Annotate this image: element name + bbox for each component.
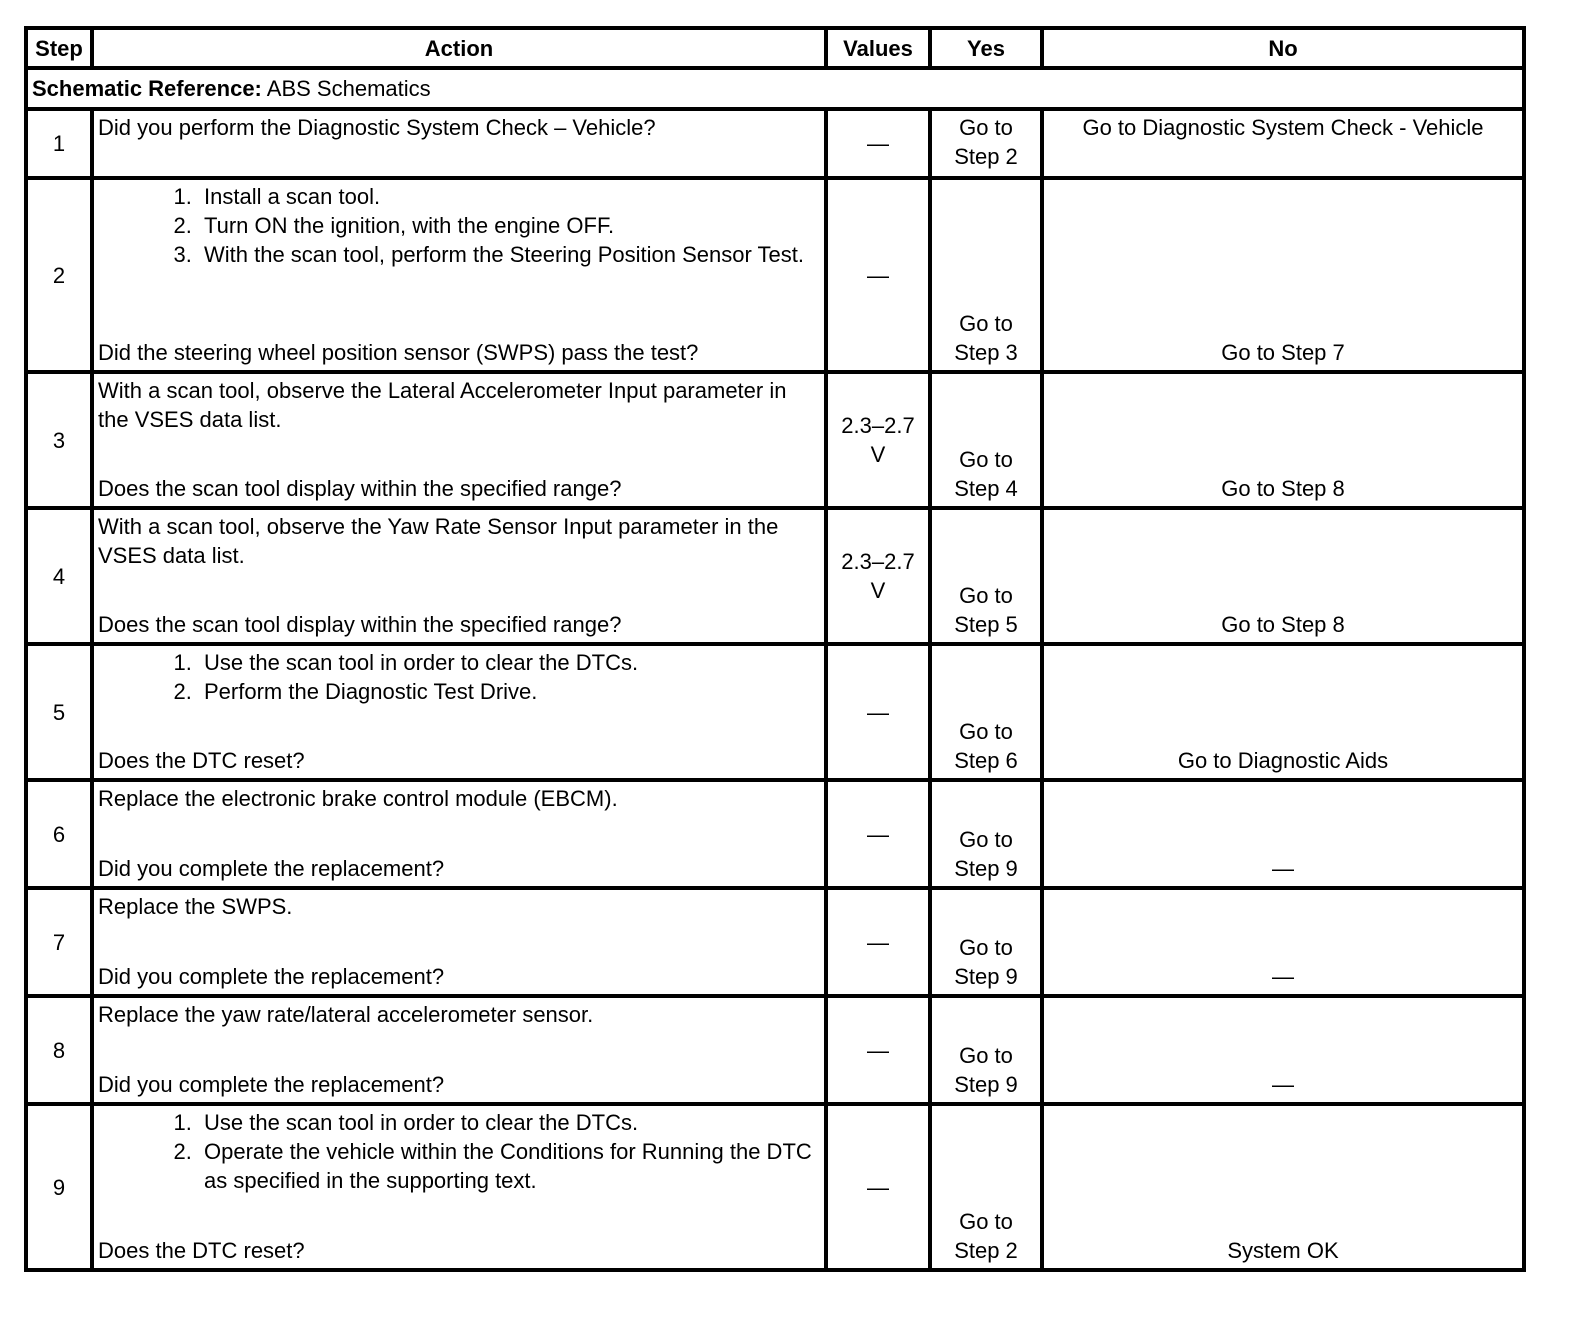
yes-link[interactable]: Go to Step 4: [930, 372, 1042, 508]
action-question: Did you complete the replacement?: [98, 856, 445, 881]
action-question: Does the DTC reset?: [98, 1238, 305, 1263]
step-number: 5: [26, 644, 92, 780]
action-cell: [92, 1104, 826, 1270]
step-number: 1: [26, 109, 92, 178]
action-cell: [92, 644, 826, 780]
action-list-item: 2. Operate the vehicle within the Conditions for Running the DTC as specified in the supporting text.: [198, 1137, 818, 1195]
action-list: [98, 648, 818, 706]
action-list-item: 2. Perform the Diagnostic Test Drive.: [198, 677, 818, 706]
action-list: [98, 182, 818, 269]
table-row: [26, 1104, 1524, 1270]
step-number: 4: [26, 508, 92, 644]
yes-link[interactable]: Go to Step 5: [930, 508, 1042, 644]
action-question: Does the scan tool display within the specified range?: [98, 476, 622, 501]
diagnostic-table: [24, 26, 1526, 1272]
values-cell: 2.3–2.7 V: [826, 372, 930, 508]
action-question: Did you complete the replacement?: [98, 964, 445, 989]
action-cell: [92, 508, 826, 644]
values-cell: —: [826, 888, 930, 996]
no-link[interactable]: —: [1042, 996, 1524, 1104]
step-number: 6: [26, 780, 92, 888]
yes-link[interactable]: Go to Step 2: [930, 109, 1042, 178]
table-row: [26, 178, 1524, 372]
table-row: [26, 644, 1524, 780]
table-row: [26, 109, 1524, 178]
action-list: [98, 1108, 818, 1195]
step-number: 7: [26, 888, 92, 996]
no-link[interactable]: Go to Diagnostic System Check - Vehicle: [1042, 109, 1524, 178]
action-question: Does the scan tool display within the specified range?: [98, 612, 622, 637]
no-link[interactable]: Go to Step 8: [1042, 508, 1524, 644]
yes-link[interactable]: Go to Step 9: [930, 888, 1042, 996]
no-link[interactable]: Go to Diagnostic Aids: [1042, 644, 1524, 780]
no-link[interactable]: Go to Step 7: [1042, 178, 1524, 372]
values-cell: —: [826, 780, 930, 888]
header-step: Step: [26, 28, 92, 68]
header-row: [26, 28, 1524, 68]
action-cell: [92, 888, 826, 996]
action-list-item: 1. Use the scan tool in order to clear the DTCs.: [198, 648, 818, 677]
schematic-row: [26, 68, 1524, 109]
action-list-item: 2. Turn ON the ignition, with the engine OFF.: [198, 211, 818, 240]
action-text: With a scan tool, observe the Yaw Rate Sensor Input parameter in the VSES data list.: [98, 514, 779, 568]
yes-link[interactable]: Go to Step 9: [930, 996, 1042, 1104]
header-values: Values: [826, 28, 930, 68]
no-link[interactable]: —: [1042, 780, 1524, 888]
table-row: [26, 780, 1524, 888]
values-cell: —: [826, 644, 930, 780]
header-yes: Yes: [930, 28, 1042, 68]
action-list-item: 1. Install a scan tool.: [198, 182, 818, 211]
step-number: 8: [26, 996, 92, 1104]
values-cell: 2.3–2.7 V: [826, 508, 930, 644]
action-cell: [92, 109, 826, 178]
action-question: Does the DTC reset?: [98, 748, 305, 773]
step-number: 3: [26, 372, 92, 508]
yes-link[interactable]: Go to Step 3: [930, 178, 1042, 372]
step-number: 2: [26, 178, 92, 372]
schematic-label: Schematic Reference:: [32, 76, 262, 101]
values-cell: —: [826, 178, 930, 372]
action-cell: [92, 780, 826, 888]
action-question: Did you complete the replacement?: [98, 1072, 445, 1097]
header-no: No: [1042, 28, 1524, 68]
action-text: With a scan tool, observe the Lateral Accelerometer Input parameter in the VSES data list.: [98, 378, 787, 432]
table-row: [26, 888, 1524, 996]
action-question: Did the steering wheel position sensor (SWPS) pass the test?: [98, 340, 699, 365]
action-cell: [92, 178, 826, 372]
action-text: Replace the SWPS.: [98, 894, 293, 919]
no-link[interactable]: Go to Step 8: [1042, 372, 1524, 508]
action-text: Replace the electronic brake control module (EBCM).: [98, 786, 618, 811]
no-link[interactable]: System OK: [1042, 1104, 1524, 1270]
values-cell: —: [826, 996, 930, 1104]
action-cell: [92, 996, 826, 1104]
header-action: Action: [92, 28, 826, 68]
values-cell: —: [826, 109, 930, 178]
action-list-item: 1. Use the scan tool in order to clear the DTCs.: [198, 1108, 818, 1137]
yes-link[interactable]: Go to Step 9: [930, 780, 1042, 888]
action-list-item: 3. With the scan tool, perform the Steering Position Sensor Test.: [198, 240, 818, 269]
table-row: [26, 508, 1524, 644]
yes-link[interactable]: Go to Step 2: [930, 1104, 1042, 1270]
table-row: [26, 996, 1524, 1104]
action-text: Did you perform the Diagnostic System Check – Vehicle?: [98, 115, 656, 140]
schematic-reference: [26, 68, 1524, 109]
no-link[interactable]: —: [1042, 888, 1524, 996]
action-cell: [92, 372, 826, 508]
step-number: 9: [26, 1104, 92, 1270]
action-text: Replace the yaw rate/lateral accelerometer sensor.: [98, 1002, 594, 1027]
yes-link[interactable]: Go to Step 6: [930, 644, 1042, 780]
values-cell: —: [826, 1104, 930, 1270]
schematic-link[interactable]: ABS Schematics: [266, 76, 431, 101]
table-row: [26, 372, 1524, 508]
